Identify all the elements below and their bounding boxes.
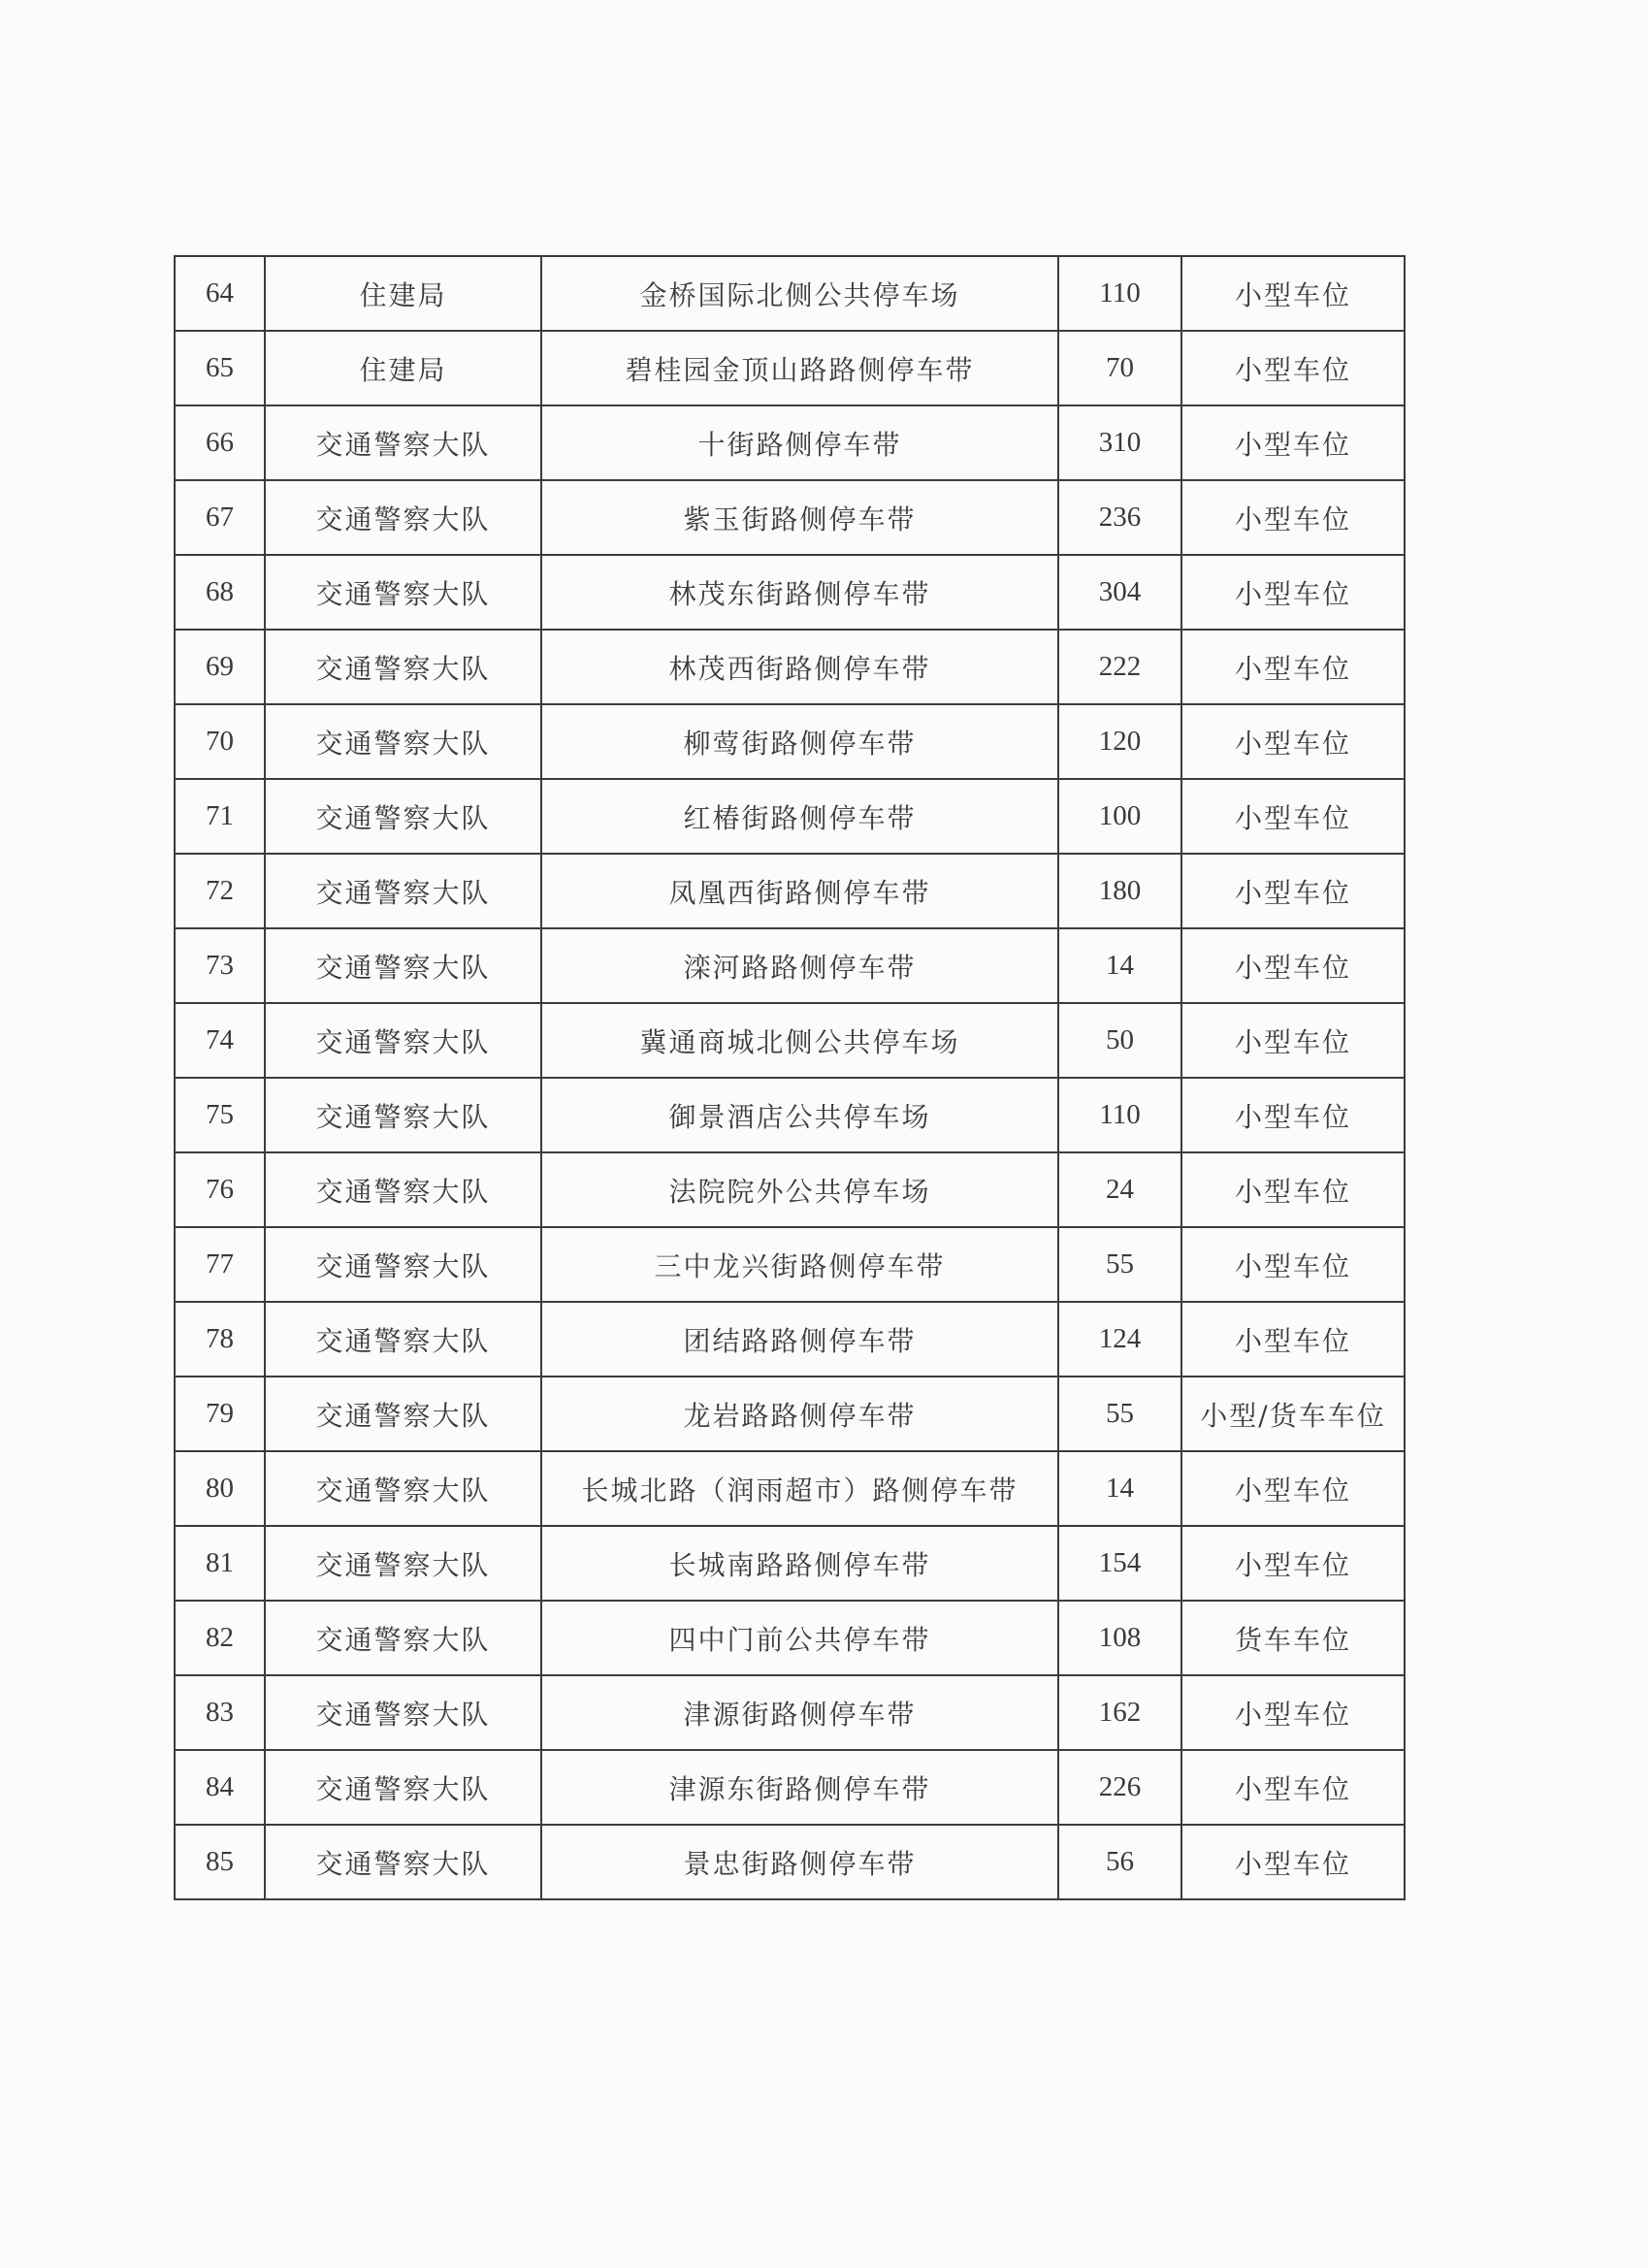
space-count-cell: 24 [1058, 1152, 1181, 1227]
row-number-cell: 84 [175, 1750, 265, 1825]
row-number-cell: 72 [175, 854, 265, 928]
space-count-cell: 180 [1058, 854, 1181, 928]
location-cell: 御景酒店公共停车场 [541, 1078, 1058, 1152]
row-number-cell: 65 [175, 331, 265, 405]
space-count-cell: 100 [1058, 779, 1181, 854]
space-type-cell: 小型车位 [1181, 704, 1405, 779]
row-number-cell: 74 [175, 1003, 265, 1078]
department-cell: 交通警察大队 [265, 1227, 541, 1302]
row-number-cell: 73 [175, 928, 265, 1003]
location-cell: 津源东街路侧停车带 [541, 1750, 1058, 1825]
department-cell: 交通警察大队 [265, 1451, 541, 1526]
department-cell: 交通警察大队 [265, 480, 541, 555]
department-cell: 交通警察大队 [265, 1078, 541, 1152]
space-count-cell: 55 [1058, 1377, 1181, 1451]
space-count-cell: 55 [1058, 1227, 1181, 1302]
department-cell: 交通警察大队 [265, 1302, 541, 1377]
space-type-cell: 小型车位 [1181, 854, 1405, 928]
table-row [175, 1526, 1405, 1601]
table-row [175, 779, 1405, 854]
department-cell: 交通警察大队 [265, 1152, 541, 1227]
space-type-cell: 小型车位 [1181, 1003, 1405, 1078]
space-type-cell: 小型车位 [1181, 928, 1405, 1003]
space-type-cell: 小型车位 [1181, 779, 1405, 854]
table-row [175, 480, 1405, 555]
row-number-cell: 67 [175, 480, 265, 555]
space-type-cell: 小型车位 [1181, 331, 1405, 405]
space-type-cell: 小型车位 [1181, 1302, 1405, 1377]
location-cell: 四中门前公共停车带 [541, 1601, 1058, 1675]
space-count-cell: 120 [1058, 704, 1181, 779]
table-row [175, 1750, 1405, 1825]
space-type-cell: 小型车位 [1181, 405, 1405, 480]
table-row [175, 1078, 1405, 1152]
table-row [175, 630, 1405, 704]
department-cell: 交通警察大队 [265, 1526, 541, 1601]
space-count-cell: 14 [1058, 928, 1181, 1003]
row-number-cell: 71 [175, 779, 265, 854]
space-type-cell: 小型车位 [1181, 256, 1405, 331]
table-row [175, 1825, 1405, 1899]
row-number-cell: 66 [175, 405, 265, 480]
row-number-cell: 79 [175, 1377, 265, 1451]
space-count-cell: 226 [1058, 1750, 1181, 1825]
space-type-cell: 小型车位 [1181, 555, 1405, 630]
space-count-cell: 70 [1058, 331, 1181, 405]
location-cell: 团结路路侧停车带 [541, 1302, 1058, 1377]
table-row [175, 555, 1405, 630]
space-type-cell: 小型车位 [1181, 1675, 1405, 1750]
space-count-cell: 110 [1058, 1078, 1181, 1152]
department-cell: 交通警察大队 [265, 630, 541, 704]
table-row [175, 1377, 1405, 1451]
space-count-cell: 222 [1058, 630, 1181, 704]
location-cell: 龙岩路路侧停车带 [541, 1377, 1058, 1451]
location-cell: 法院院外公共停车场 [541, 1152, 1058, 1227]
table-row [175, 1227, 1405, 1302]
department-cell: 交通警察大队 [265, 1377, 541, 1451]
row-number-cell: 78 [175, 1302, 265, 1377]
row-number-cell: 75 [175, 1078, 265, 1152]
location-cell: 碧桂园金顶山路路侧停车带 [541, 331, 1058, 405]
department-cell: 交通警察大队 [265, 854, 541, 928]
table-row [175, 704, 1405, 779]
space-count-cell: 304 [1058, 555, 1181, 630]
space-count-cell: 108 [1058, 1601, 1181, 1675]
space-type-cell: 小型车位 [1181, 1152, 1405, 1227]
department-cell: 住建局 [265, 256, 541, 331]
space-type-cell: 小型车位 [1181, 1078, 1405, 1152]
location-cell: 林茂东街路侧停车带 [541, 555, 1058, 630]
department-cell: 住建局 [265, 331, 541, 405]
department-cell: 交通警察大队 [265, 555, 541, 630]
department-cell: 交通警察大队 [265, 1601, 541, 1675]
location-cell: 凤凰西街路侧停车带 [541, 854, 1058, 928]
space-count-cell: 124 [1058, 1302, 1181, 1377]
location-cell: 冀通商城北侧公共停车场 [541, 1003, 1058, 1078]
table-row [175, 1451, 1405, 1526]
location-cell: 三中龙兴街路侧停车带 [541, 1227, 1058, 1302]
department-cell: 交通警察大队 [265, 405, 541, 480]
space-count-cell: 154 [1058, 1526, 1181, 1601]
space-count-cell: 56 [1058, 1825, 1181, 1899]
location-cell: 津源街路侧停车带 [541, 1675, 1058, 1750]
location-cell: 景忠街路侧停车带 [541, 1825, 1058, 1899]
table-row [175, 1675, 1405, 1750]
row-number-cell: 76 [175, 1152, 265, 1227]
row-number-cell: 64 [175, 256, 265, 331]
department-cell: 交通警察大队 [265, 1825, 541, 1899]
space-type-cell: 货车车位 [1181, 1601, 1405, 1675]
location-cell: 红椿街路侧停车带 [541, 779, 1058, 854]
location-cell: 柳莺街路侧停车带 [541, 704, 1058, 779]
table-row [175, 1302, 1405, 1377]
space-count-cell: 236 [1058, 480, 1181, 555]
row-number-cell: 77 [175, 1227, 265, 1302]
space-count-cell: 50 [1058, 1003, 1181, 1078]
space-type-cell: 小型车位 [1181, 1451, 1405, 1526]
table-row [175, 331, 1405, 405]
location-cell: 滦河路路侧停车带 [541, 928, 1058, 1003]
location-cell: 金桥国际北侧公共停车场 [541, 256, 1058, 331]
table-row [175, 1003, 1405, 1078]
row-number-cell: 80 [175, 1451, 265, 1526]
location-cell: 林茂西街路侧停车带 [541, 630, 1058, 704]
row-number-cell: 82 [175, 1601, 265, 1675]
space-type-cell: 小型车位 [1181, 1825, 1405, 1899]
department-cell: 交通警察大队 [265, 1003, 541, 1078]
department-cell: 交通警察大队 [265, 779, 541, 854]
space-type-cell: 小型/货车车位 [1181, 1377, 1405, 1451]
location-cell: 长城南路路侧停车带 [541, 1526, 1058, 1601]
space-type-cell: 小型车位 [1181, 1227, 1405, 1302]
space-count-cell: 310 [1058, 405, 1181, 480]
row-number-cell: 68 [175, 555, 265, 630]
row-number-cell: 83 [175, 1675, 265, 1750]
table-row [175, 854, 1405, 928]
space-count-cell: 162 [1058, 1675, 1181, 1750]
table-row [175, 405, 1405, 480]
department-cell: 交通警察大队 [265, 1750, 541, 1825]
row-number-cell: 70 [175, 704, 265, 779]
space-type-cell: 小型车位 [1181, 480, 1405, 555]
row-number-cell: 85 [175, 1825, 265, 1899]
space-type-cell: 小型车位 [1181, 1750, 1405, 1825]
table-row [175, 928, 1405, 1003]
row-number-cell: 69 [175, 630, 265, 704]
space-type-cell: 小型车位 [1181, 630, 1405, 704]
parking-table-body [175, 256, 1405, 1899]
location-cell: 紫玉街路侧停车带 [541, 480, 1058, 555]
table-row [175, 256, 1405, 331]
parking-table [174, 255, 1406, 1900]
table-row [175, 1152, 1405, 1227]
department-cell: 交通警察大队 [265, 704, 541, 779]
department-cell: 交通警察大队 [265, 1675, 541, 1750]
space-count-cell: 14 [1058, 1451, 1181, 1526]
location-cell: 长城北路（润雨超市）路侧停车带 [541, 1451, 1058, 1526]
table-row [175, 1601, 1405, 1675]
space-count-cell: 110 [1058, 256, 1181, 331]
department-cell: 交通警察大队 [265, 928, 541, 1003]
row-number-cell: 81 [175, 1526, 265, 1601]
location-cell: 十街路侧停车带 [541, 405, 1058, 480]
space-type-cell: 小型车位 [1181, 1526, 1405, 1601]
